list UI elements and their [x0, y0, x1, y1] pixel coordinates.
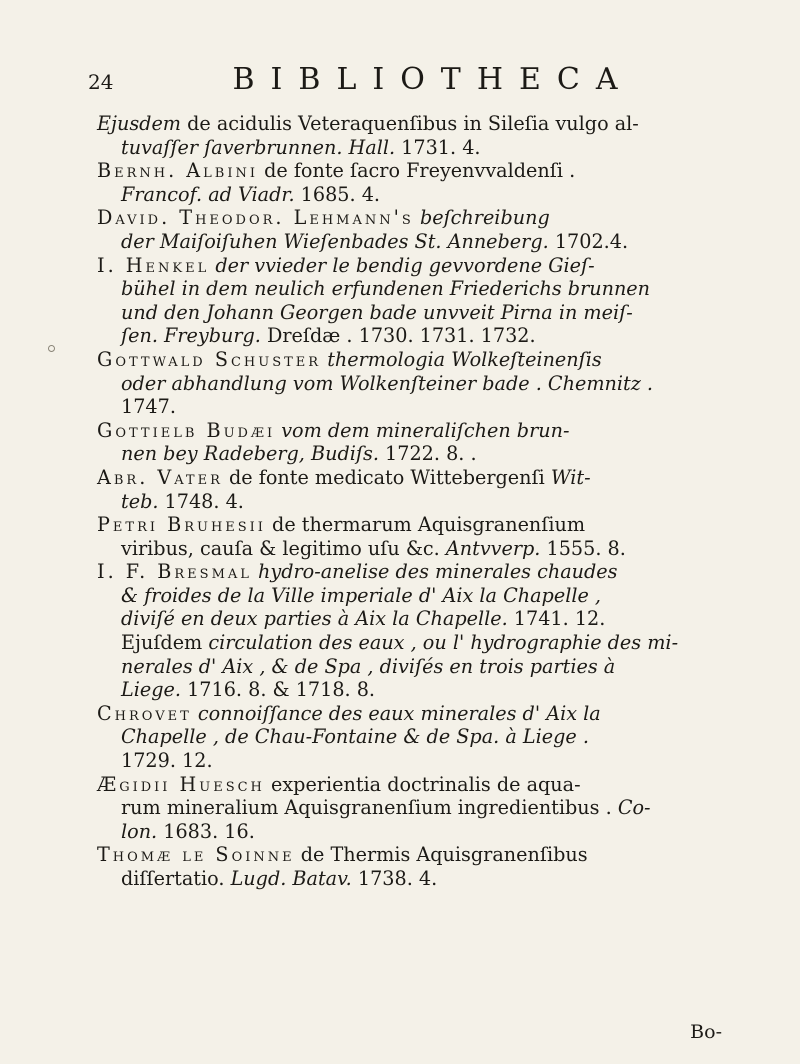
entry-line: [97, 584, 731, 608]
entry-title: bühel in dem neulich erfundenen Friederichs brunnen: [121, 277, 651, 301]
entry-line: [97, 301, 731, 325]
entry-text: de acidulis Veteraquenſibus in Sileſia vulgo al-: [181, 112, 639, 135]
entry-line: [97, 490, 731, 514]
entry-line: [97, 773, 731, 797]
entry-title: Francof. ad Viadr.: [121, 182, 295, 206]
entry-text: 1716. 8. & 1718. 8.: [180, 678, 376, 702]
entry-text: 1702.4.: [548, 229, 629, 253]
entry-title: Antvverp.: [445, 536, 541, 560]
entry-text: Dreſdæ . 1730. 1731. 1732.: [260, 324, 536, 348]
entry-line: [97, 560, 731, 584]
entry-line: [97, 230, 731, 254]
entry-text: 1741. 12.: [507, 607, 606, 631]
entry-line: [97, 324, 731, 348]
entry-line: [97, 702, 731, 726]
entry-line: [97, 277, 731, 301]
entry-title: nerales d' Aix , & de Spa , diviſés en trois parties à: [121, 654, 616, 678]
entry-line: [97, 796, 731, 820]
entry-text: 1738. 4.: [351, 867, 438, 890]
entry-author: Petri Bruhesii: [97, 513, 266, 537]
entry-line: [97, 206, 731, 230]
entry-line: [97, 372, 731, 396]
entry-author: Ægidii Huesch: [97, 772, 265, 796]
entry-author: I. F. Bresmal: [97, 560, 252, 584]
bibliography-entries: [97, 112, 731, 891]
entry-line: [97, 466, 731, 490]
entry-title: hydro-anelise des minerales chaudes: [258, 560, 618, 584]
entry-author: Gottielb Budæi: [97, 418, 276, 442]
entry-line: [97, 348, 731, 372]
entry-author: Abr. Vater: [97, 465, 223, 489]
catchword: Bo-: [690, 1021, 722, 1043]
entry-author: Chrovet: [97, 701, 192, 725]
entry-line: [97, 254, 731, 278]
entry-title: tuvaſſer ſaverbrunnen. Hall.: [121, 135, 396, 159]
entry-text: viribus, cauſa & legitimo uſu &c.: [121, 536, 446, 560]
entry-line: [97, 607, 731, 631]
entry-title: teb.: [121, 489, 159, 513]
entry-author: Thomæ le Soinne: [97, 843, 295, 867]
entry-title: Wit-: [550, 465, 591, 489]
entry-line: [97, 725, 731, 749]
entry-text: Ejuſdem: [121, 631, 209, 655]
entry-line: [97, 749, 731, 773]
entry-title: Ejusdem: [97, 112, 181, 135]
entry-title: Chapelle , de Chau-Fontaine & de Spa. à Liege .: [121, 725, 589, 749]
running-title: BIBLIOTHECA: [232, 62, 634, 97]
entry-line: [97, 159, 731, 183]
entry-title: ſen. Freyburg.: [121, 324, 261, 348]
entry-title: Co-: [617, 796, 651, 820]
entry-text: 1747.: [121, 395, 176, 419]
entry-author: I. Henkel: [97, 253, 210, 277]
entry-title: und den Johann Georgen bade unvveit Pirna in meiſ-: [121, 300, 633, 324]
entry-line: [97, 631, 731, 655]
entry-line: [97, 843, 731, 867]
entry-text: rum mineralium Aquisgranenſium ingredientibus .: [121, 796, 618, 820]
entry-title: oder abhandlung vom Wolkenſteiner bade . Chemnitz .: [121, 371, 654, 395]
entry-text: de fonte ſacro Freyenvvaldenſi .: [257, 159, 576, 183]
entry-text: 1731. 4.: [395, 135, 481, 159]
entry-title: circulation des eaux , ou l' hydrographie des mi-: [208, 631, 679, 655]
entry-text: 1722. 8. .: [378, 442, 477, 466]
entry-line: [97, 655, 731, 679]
entry-text: 1729. 12.: [121, 749, 213, 773]
entry-title: lon.: [121, 819, 158, 843]
entry-line: [97, 136, 731, 160]
entry-line: [97, 513, 731, 537]
entry-title: diviſé en deux parties à Aix la Chapelle.: [121, 607, 508, 631]
entry-title: der Maiſoiſuhen Wieſenbades St. Anneberg.: [121, 229, 549, 253]
entry-line: [97, 867, 731, 891]
entry-author: David. Theodor. Lehmann's: [97, 206, 414, 230]
entry-text: 1683. 16.: [157, 819, 255, 843]
entry-title: nen bey Radeberg, Budiſs.: [121, 442, 379, 466]
entry-text: de Thermis Aquisgranenſibus: [294, 843, 588, 867]
entry-title: Liege.: [121, 678, 181, 702]
entry-title: vom dem mineraliſchen brun-: [281, 418, 570, 442]
entry-text: 1748. 4.: [158, 489, 244, 513]
margin-hole-mark: [48, 345, 55, 352]
entry-line: [97, 678, 731, 702]
entry-title: der vvieder le bendig gevvordene Gieſ-: [215, 253, 595, 277]
entry-text: 1685. 4.: [294, 182, 380, 206]
entry-text: 1555. 8.: [540, 536, 626, 560]
entry-line: [97, 112, 731, 136]
entry-line: [97, 442, 731, 466]
entry-text: de thermarum Aquisgranenſium: [265, 513, 586, 537]
entry-text: de fonte medicato Wittebergenſi: [222, 465, 551, 489]
entry-line: [97, 419, 731, 443]
entry-title: beſchreibung: [419, 206, 550, 230]
entry-line: [97, 395, 731, 419]
entry-title: connoiſſance des eaux minerales d' Aix la: [197, 701, 601, 725]
entry-text: diſſertatio.: [121, 867, 231, 890]
page-header: [88, 62, 728, 102]
entry-title: & froides de la Ville imperiale d' Aix la Chapelle ,: [121, 583, 602, 607]
page-number: 24: [88, 70, 114, 94]
entry-line: [97, 183, 731, 207]
entry-line: [97, 537, 731, 561]
entry-line: [97, 820, 731, 844]
entry-title: thermologia Wolkeſteinenſis: [327, 347, 602, 371]
entry-author: Gottwald Schuster: [97, 347, 322, 371]
entry-author: Bernh. Albini: [97, 159, 258, 183]
entry-title: Lugd. Batav.: [230, 867, 352, 890]
entry-text: experientia doctrinalis de aqua-: [264, 772, 581, 796]
